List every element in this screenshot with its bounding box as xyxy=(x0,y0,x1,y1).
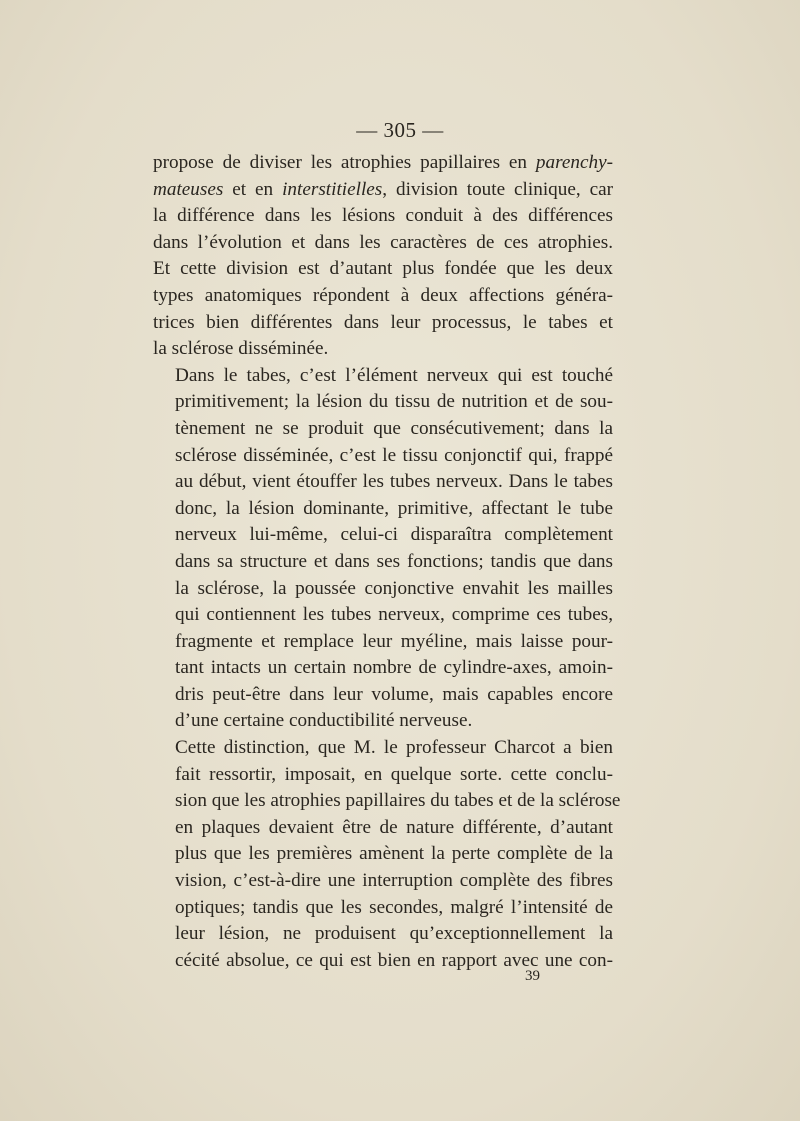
text-segment: fragmente et remplace leur myéline, mais laisse pour- xyxy=(175,630,613,652)
text-line xyxy=(153,416,613,443)
paragraph xyxy=(153,150,613,363)
text-line xyxy=(153,150,613,177)
text-line xyxy=(153,788,621,815)
text-segment: tènement ne se produit que consécutivement; dans la xyxy=(175,417,613,439)
text-segment: au début, vient étouffer les tubes nerveux. Dans le tabes xyxy=(175,471,613,493)
text-segment: vision, c’est-à-dire une interruption complète des fibres xyxy=(175,870,613,892)
text-line xyxy=(153,443,613,470)
text-segment: d’une certaine conductibilité nerveuse. xyxy=(175,710,473,732)
text-segment: et en xyxy=(223,178,283,200)
text-segment: la sclérose disséminée. xyxy=(153,338,329,360)
text-segment: tant intacts un certain nombre de cylindre-axes, amoin- xyxy=(175,657,613,679)
text-line xyxy=(153,496,613,523)
italic-term: interstitielles xyxy=(282,178,383,200)
text-segment: dris peut-être dans leur volume, mais capables encore xyxy=(175,683,613,705)
text-line xyxy=(153,762,613,789)
text-line xyxy=(153,363,613,390)
text-segment: Cette distinction, que M. le professeur Charcot a bien xyxy=(175,737,613,759)
text-segment: sion que les atrophies papillaires du tabes et de la sclérose xyxy=(175,790,621,812)
text-segment: primitivement; la lésion du tissu de nutrition et de sou- xyxy=(175,391,613,413)
text-segment: optiques; tandis que les secondes, malgré l’intensité de xyxy=(175,896,613,918)
text-line xyxy=(153,256,613,283)
text-line xyxy=(153,177,613,204)
italic-term: mateuses xyxy=(153,178,224,200)
text-line xyxy=(153,522,613,549)
page-number-header: — 305 — xyxy=(356,118,444,142)
text-line xyxy=(153,655,613,682)
text-segment: , division toute clinique, car xyxy=(382,178,613,200)
text-segment: trices bien différentes dans leur processus, le tabes et xyxy=(153,311,613,333)
text-segment: fait ressortir, imposait, en quelque sorte. cette conclu- xyxy=(175,763,613,785)
text-line xyxy=(153,921,613,948)
text-segment: Dans le tabes, c’est l’élément nerveux qui est touché xyxy=(175,364,613,386)
italic-term: parenchy- xyxy=(535,152,613,173)
text-line xyxy=(153,576,613,603)
text-segment: types anatomiques répondent à deux affections généra- xyxy=(153,284,613,306)
text-segment: la sclérose, la poussée conjonctive envahit les mailles xyxy=(175,577,613,599)
text-line xyxy=(153,469,613,496)
text-segment: cécité absolue, ce qui est bien en rapport avec une con- xyxy=(175,949,613,971)
text-line xyxy=(153,629,613,656)
text-segment: la différence dans les lésions conduit à des différences xyxy=(153,205,613,227)
paragraph xyxy=(153,735,621,974)
text-line xyxy=(153,735,613,762)
text-segment: propose de diviser les atrophies papillaires en xyxy=(153,152,536,173)
text-line xyxy=(153,708,613,735)
text-segment: dans sa structure et dans ses fonctions; tandis que dans xyxy=(175,550,613,572)
text-line xyxy=(153,682,613,709)
text-segment: nerveux lui-même, celui-ci disparaîtra complètement xyxy=(175,524,613,546)
text-segment: donc, la lésion dominante, primitive, affectant le tube xyxy=(175,497,613,519)
body-text xyxy=(153,150,621,974)
text-segment: sclérose disséminée, c’est le tissu conjonctif qui, frappé xyxy=(175,444,613,466)
text-line xyxy=(153,841,613,868)
text-segment: plus que les premières amènent la perte complète de la xyxy=(175,843,613,865)
text-segment: qui contiennent les tubes nerveux, comprime ces tubes, xyxy=(175,604,613,626)
text-line xyxy=(153,602,613,629)
text-line xyxy=(153,868,613,895)
text-segment: Et cette division est d’autant plus fondée que les deux xyxy=(153,258,613,280)
text-line xyxy=(153,549,613,576)
signature-mark: 39 xyxy=(525,968,540,984)
text-line xyxy=(153,203,613,230)
text-line xyxy=(153,895,613,922)
text-line xyxy=(153,310,613,337)
text-line xyxy=(153,336,613,363)
text-line xyxy=(153,389,613,416)
text-line xyxy=(153,948,613,975)
text-segment: dans l’évolution et dans les caractères de ces atrophies. xyxy=(153,231,613,253)
text-line xyxy=(153,230,613,257)
text-line xyxy=(153,815,613,842)
paragraph xyxy=(153,363,613,735)
text-segment: en plaques devaient être de nature différente, d’autant xyxy=(175,816,613,838)
text-line xyxy=(153,283,613,310)
text-segment: leur lésion, ne produisent qu’exceptionnellement la xyxy=(175,923,613,945)
